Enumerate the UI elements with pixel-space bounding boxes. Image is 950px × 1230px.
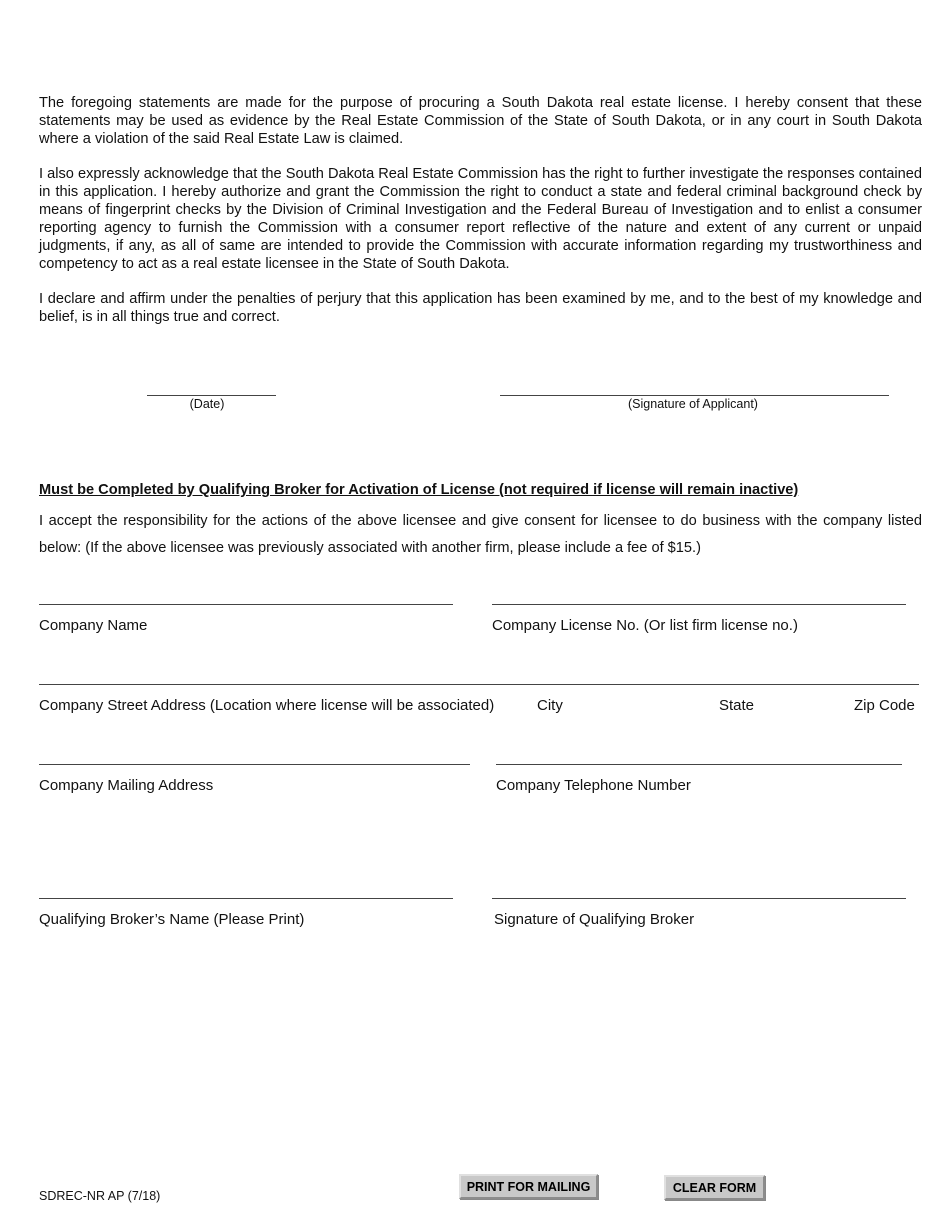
broker-name-label: Qualifying Broker’s Name (Please Print)	[39, 911, 305, 928]
zip-code-label: Zip Code	[854, 697, 915, 714]
company-name-field[interactable]	[39, 604, 453, 605]
street-address-label: Company Street Address (Location where license will be associated)	[39, 697, 495, 714]
broker-section-heading: Must be Completed by Qualifying Broker for Activation of License (not required if license will remain inactive)	[39, 482, 799, 498]
broker-name-field[interactable]	[39, 898, 453, 899]
company-mailing-address-field[interactable]	[39, 764, 470, 765]
company-telephone-field[interactable]	[496, 764, 902, 765]
company-street-address-field[interactable]	[39, 684, 919, 685]
form-code: SDREC-NR AP (7/18)	[39, 1189, 161, 1203]
state-label: State	[719, 697, 755, 714]
declaration-paragraph-1: The foregoing statements are made for the purpose of procuring a South Dakota real estate license. I hereby consent that these statements may be used as evidence by the Real Estate Commission of the State of South Dakota, or in any court in South Dakota where a violation of the said Real Estate Law is claimed.	[39, 95, 922, 147]
broker-acknowledgment: I accept the responsibility for the actions of the above licensee and give consent for licensee to do business with the company listed below: (If the above licensee was previously associated with another firm, please include a fee of $15.)	[39, 513, 922, 556]
date-line[interactable]	[147, 395, 276, 396]
company-license-field[interactable]	[492, 604, 906, 605]
print-for-mailing-button[interactable]: PRINT FOR MAILING	[459, 1174, 598, 1199]
clear-form-button[interactable]: CLEAR FORM	[664, 1175, 765, 1200]
company-name-label: Company Name	[39, 617, 148, 634]
date-label: (Date)	[189, 397, 225, 411]
broker-signature-field[interactable]	[492, 898, 906, 899]
declaration-paragraph-2: I also expressly acknowledge that the South Dakota Real Estate Commission has the right to further investigate the responses contained in this application. I hereby authorize and grant the Commission the right to conduct a state and federal criminal background check by means of fingerprint checks by the Division of Criminal Investigation and the Federal Bureau of Investigation and to enlist a consumer reporting agency to furnish the Commission with a consumer report reflective of the nature and extent of any current or unpaid judgments, if any, as all of same are intended to provide the Commission with accurate information regarding my trustworthiness and competency to act as a real estate licensee in the State of South Dakota.	[39, 166, 922, 272]
company-license-label: Company License No. (Or list firm license no.)	[492, 617, 798, 634]
declaration-paragraph-3: I declare and affirm under the penalties of perjury that this application has been examined by me, and to the best of my knowledge and belief, is in all things true and correct.	[39, 291, 922, 325]
applicant-signature-line[interactable]	[500, 395, 889, 396]
mailing-address-label: Company Mailing Address	[39, 777, 214, 794]
telephone-label: Company Telephone Number	[496, 777, 691, 794]
broker-signature-label: Signature of Qualifying Broker	[494, 911, 695, 928]
applicant-signature-label: (Signature of Applicant)	[628, 397, 758, 411]
city-label: City	[537, 697, 563, 714]
